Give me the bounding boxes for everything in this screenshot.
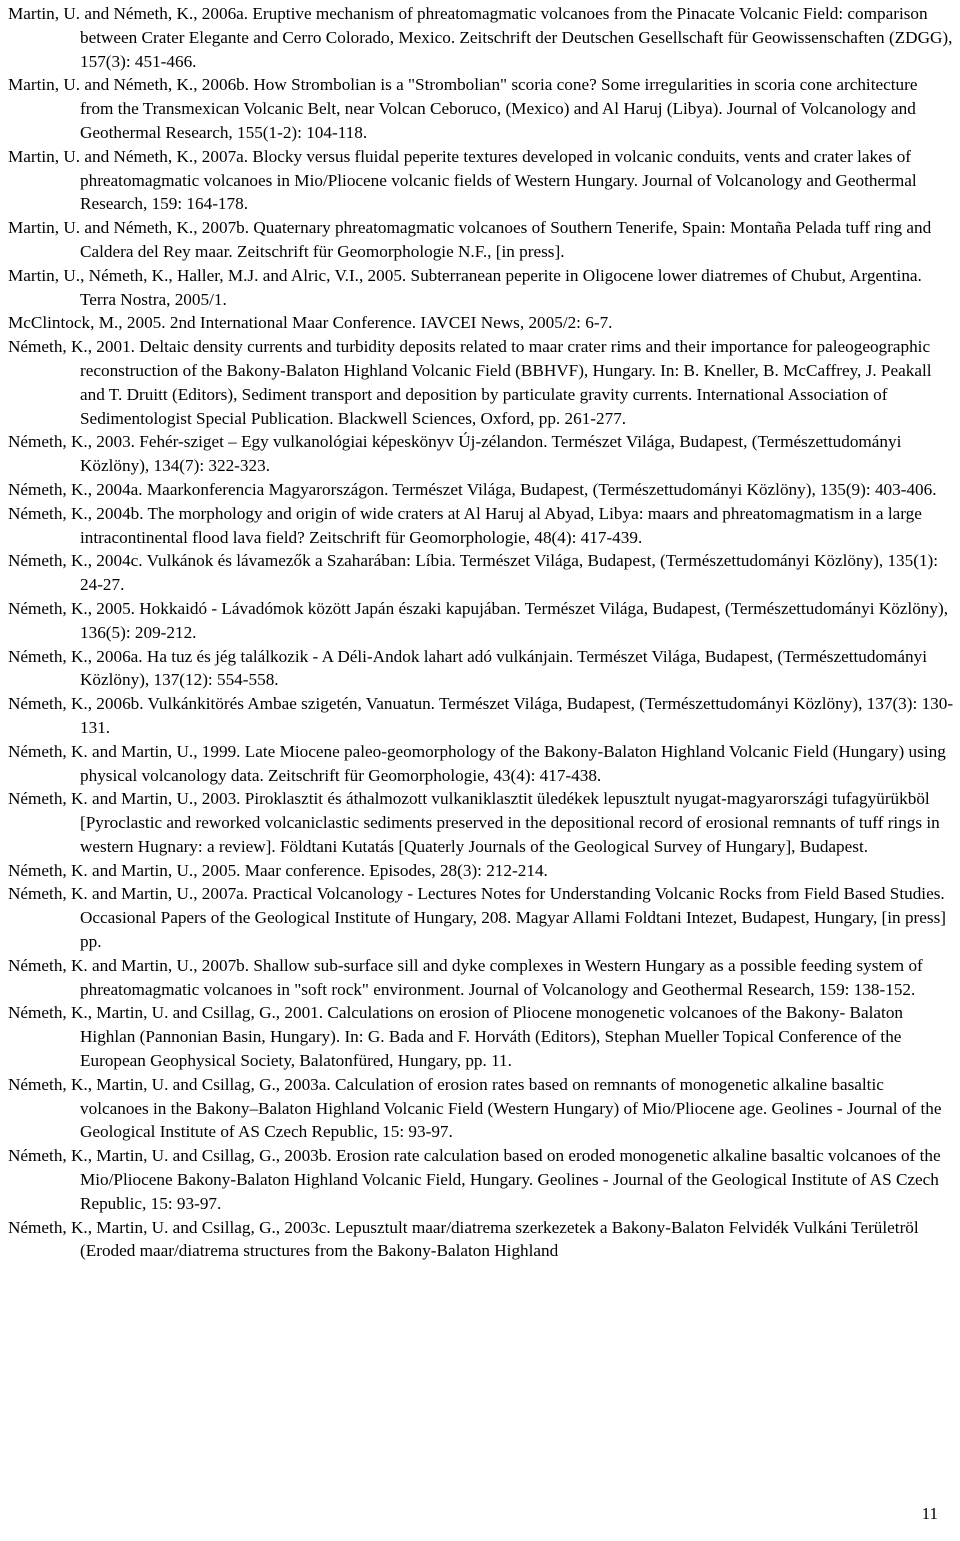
reference-entry: Németh, K., 2004a. Maarkonferencia Magyarországon. Természet Világa, Budapest, (Természettudományi Közlöny), 135(9): 403-406. xyxy=(8,479,937,499)
reference-entry: Martin, U. and Németh, K., 2007a. Blocky versus fluidal peperite textures developed in volcanic conduits, vents and crater lakes of phreatomagmatic volcanoes in Mio/Pliocene volcanic fields of Western Hungary. Journal of Volcanology and Geothermal Research, 159: 164-178. xyxy=(8,146,917,214)
reference-entry: Németh, K., Martin, U. and Csillag, G., 2003c. Lepusztult maar/diatrema szerkezetek a Bakony-Balaton Felvidék Vulkáni Területröl (Eroded maar/diatrema structures from the Bakony-Balaton Highland xyxy=(8,1217,919,1261)
reference-entry: Németh, K., 2004b. The morphology and origin of wide craters at Al Haruj al Abyad, Libya: maars and phreatomagmatism in a large intracontinental flood lava field? Zeitschrift für Geomorphologie, 48(4): 417-439. xyxy=(8,503,922,547)
reference-entry: Martin, U. and Németh, K., 2007b. Quaternary phreatomagmatic volcanoes of Southern Tenerife, Spain: Montaña Pelada tuff ring and Caldera del Rey maar. Zeitschrift für Geomorphologie N.F., [in press]. xyxy=(8,218,932,261)
reference-entry: Németh, K. and Martin, U., 2007b. Shallow sub-surface sill and dyke complexes in Western Hungary as a possible feeding system of phreatomagmatic volcanoes in "soft rock" environment. Journal of Volcanology and Geothermal Research, 159: 138-152. xyxy=(8,955,923,999)
reference-entry: Martin, U., Németh, K., Haller, M.J. and Alric, V.I., 2005. Subterranean peperite in Oligocene lower diatremes of Chubut, Argentina. Terra Nostra, 2005/1. xyxy=(8,265,922,309)
reference-entry: Németh, K., 2001. Deltaic density currents and turbidity deposits related to maar crater rims and their importance for paleogeographic reconstruction of the Bakony-Balaton Highland Volcanic Field (BBHVF), Hungary. In: B. Kneller, B. McCaffrey, J. Peakall and T. Druitt (Editors), Sediment transport and deposition by particulate gravity currents. International Association of Sedimentologist Special Publication. Blackwell Sciences, Oxford, pp. 261-277. xyxy=(8,337,932,428)
reference-entry: Martin, U. and Németh, K., 2006b. How Strombolian is a "Strombolian" scoria cone? Some irregularities in scoria cone architecture from the Transmexican Volcanic Belt, near Volcan Ceboruco, (Mexico) and Al Haruj (Libya). Journal of Volcanology and Geothermal Research, 155(1-2): 104-118. xyxy=(8,75,918,142)
reference-entry: Németh, K. and Martin, U., 2007a. Practical Volcanology - Lectures Notes for Understanding Volcanic Rocks from Field Based Studies. Occasional Papers of the Geological Institute of Hungary, 208. Magyar Allami Foldtani Intezet, Budapest, Hungary, [in press] pp. xyxy=(8,884,946,952)
page-number: 11 xyxy=(921,1504,938,1523)
reference-entry: Németh, K., Martin, U. and Csillag, G., 2001. Calculations on erosion of Pliocene monogenetic volcanoes of the Bakony- Balaton Highlan (Pannonian Basin, Hungary). In: G. Bada and F. Horváth (Editors), Stephan Mueller Topical Conference of the European Geophysical Society, Balatonfüred, Hungary, pp. 11. xyxy=(8,1003,904,1071)
reference-entry: Németh, K., 2006b. Vulkánkitörés Ambae szigetén, Vanuatun. Természet Világa, Budapest, (Természettudományi Közlöny), 137(3): 130-131. xyxy=(8,694,954,737)
reference-entry: Németh, K. and Martin, U., 1999. Late Miocene paleo-geomorphology of the Bakony-Balaton Highland Volcanic Field (Hungary) using physical volcanology data. Zeitschrift für Geomorphologie, 43(4): 417-438. xyxy=(8,741,946,785)
reference-entry: Martin, U. and Németh, K., 2006a. Eruptive mechanism of phreatomagmatic volcanoes from the Pinacate Volcanic Field: comparison between Crater Elegante and Cerro Colorado, Mexico. Zeitschrift der Deutschen Gesellschaft für Geowissenschaften (ZDGG), 157(3): 451-466. xyxy=(8,4,953,71)
reference-entry: Németh, K., Martin, U. and Csillag, G., 2003a. Calculation of erosion rates based on remnants of monogenetic alkaline basaltic volcanoes in the Bakony–Balaton Highland Volcanic Field (Western Hungary) of Mio/Pliocene age. Geolines - Journal of the Geological Institute of AS Czech Republic, 15: 93-97. xyxy=(8,1074,942,1142)
reference-list xyxy=(8,2,954,1263)
reference-entry: McClintock, M., 2005. 2nd International Maar Conference. IAVCEI News, 2005/2: 6-7. xyxy=(8,313,613,333)
reference-entry: Németh, K., 2003. Fehér-sziget – Egy vulkanológiai képeskönyv Új-zélandon. Természet Világa, Budapest, (Természettudományi Közlöny), 134(7): 322-323. xyxy=(8,432,902,476)
reference-entry: Németh, K., 2004c. Vulkánok és lávamezők a Szaharában: Líbia. Természet Világa, Budapest, (Természettudományi Közlöny), 135(1): 24-27. xyxy=(8,551,939,595)
reference-entry: Németh, K. and Martin, U., 2005. Maar conference. Episodes, 28(3): 212-214. xyxy=(8,860,548,880)
reference-entry: Németh, K., Martin, U. and Csillag, G., 2003b. Erosion rate calculation based on eroded monogenetic alkaline basaltic volcanoes of the Mio/Pliocene Bakony-Balaton Highland Volcanic Field, Hungary. Geolines - Journal of the Geological Institute of AS Czech Republic, 15: 93-97. xyxy=(8,1146,941,1213)
reference-entry: Németh, K., 2006a. Ha tuz és jég találkozik - A Déli-Andok lahart adó vulkánjain. Természet Világa, Budapest, (Természettudományi Közlöny), 137(12): 554-558. xyxy=(8,646,928,690)
reference-entry: Németh, K. and Martin, U., 2003. Piroklasztit és áthalmozott vulkaniklasztit üledékek lepusztult nyugat-magyarországi tufagyürükböl [Pyroclastic and reworked volcaniclastic sediments preserved in the depositional record of erosional remnants of tuff rings in western Hugnary: a review]. Földtani Kutatás [Quaterly Journals of the Geological Survey of Hungary], Budapest. xyxy=(8,789,940,856)
reference-entry: Németh, K., 2005. Hokkaidó - Lávadómok között Japán északi kapujában. Természet Világa, Budapest, (Természettudományi Közlöny), 136(5): 209-212. xyxy=(8,598,949,642)
